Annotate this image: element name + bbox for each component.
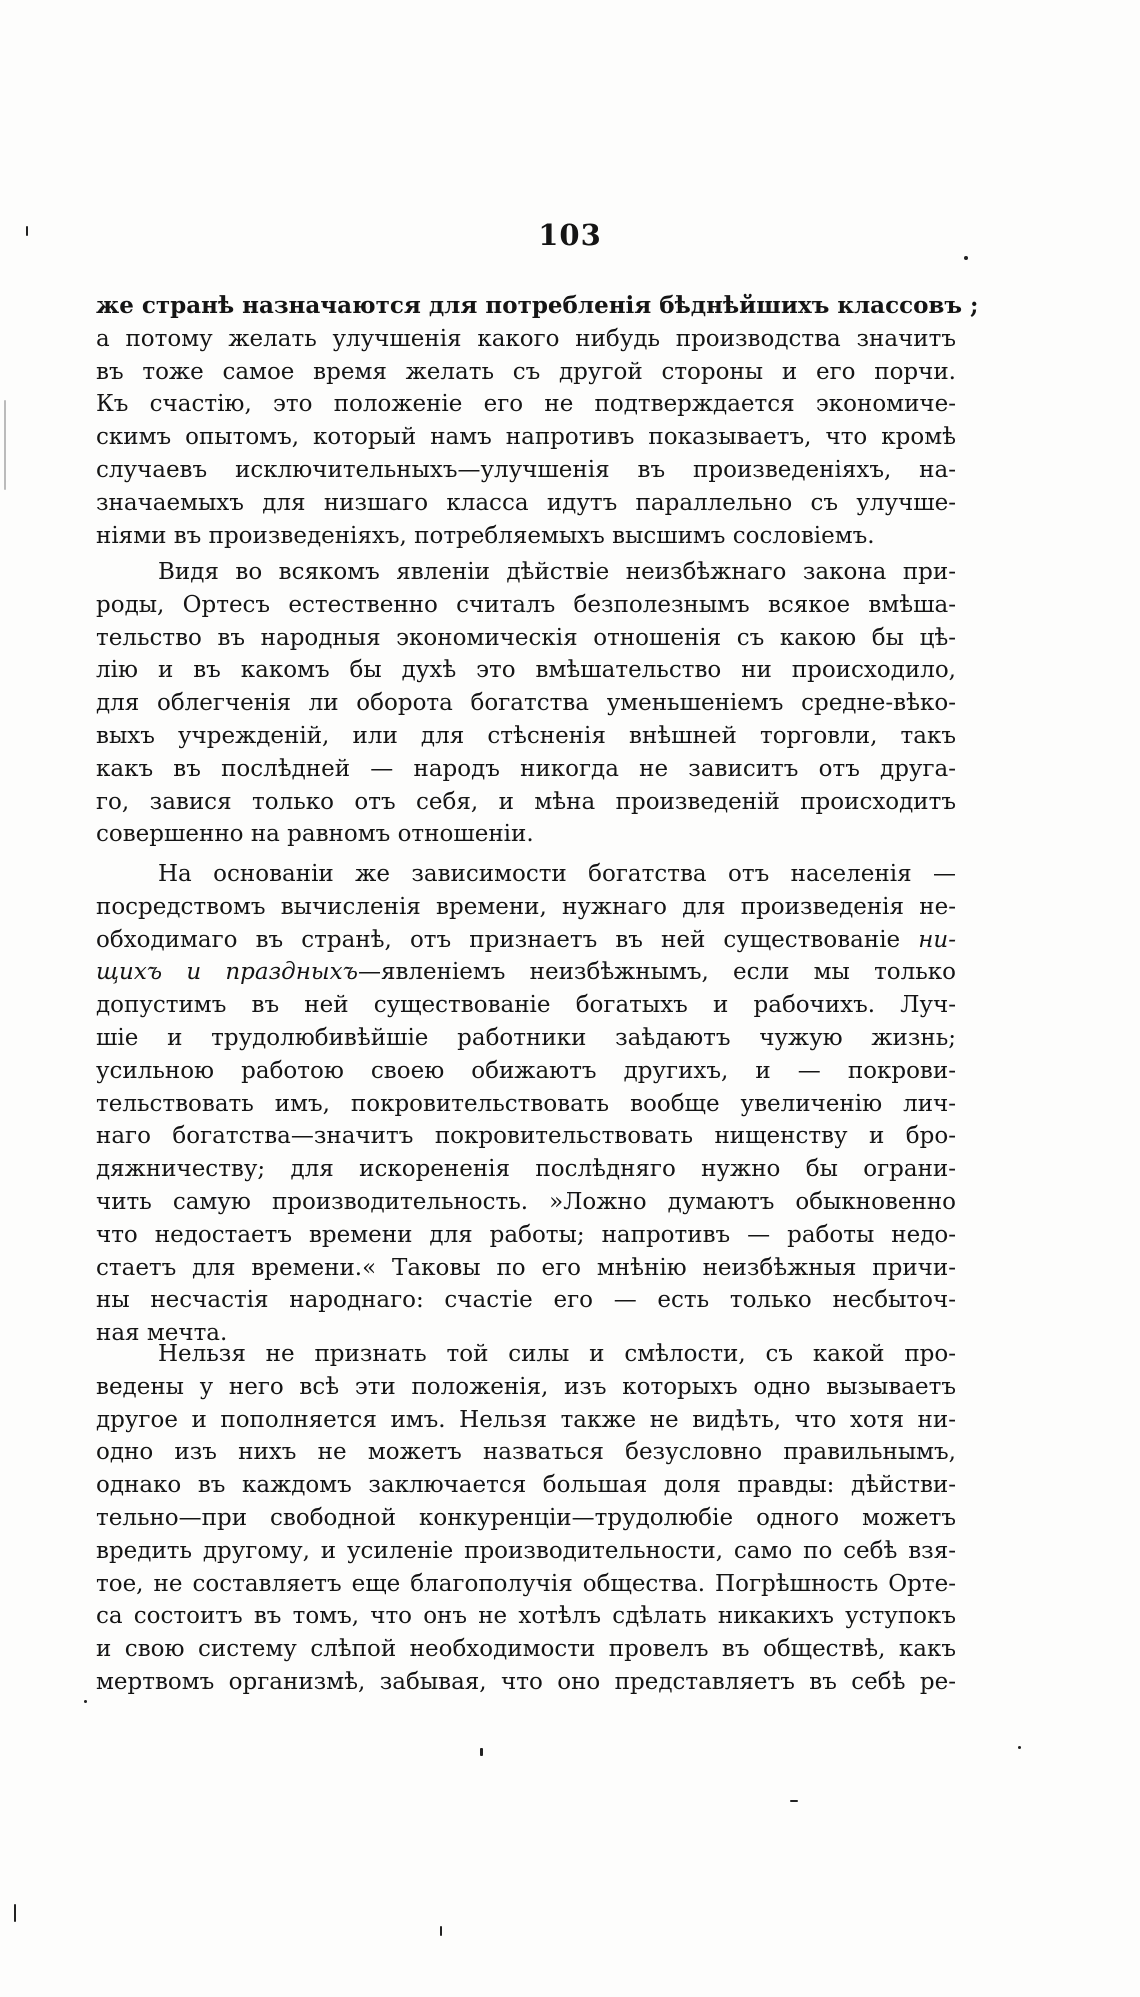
scan-speck — [84, 1700, 87, 1703]
text-line: тельствовать имъ, покровительствовать вообще увеличенію лич- — [96, 1090, 956, 1117]
scan-speck — [964, 256, 968, 260]
text-line — [96, 956, 956, 989]
text-line: го, завися только отъ себя, и мѣна произведеній происходитъ — [96, 788, 956, 815]
text-line: са состоитъ въ томъ, что онъ не хотѣлъ сдѣлать никакихъ уступокъ — [96, 1603, 956, 1630]
text-line: стаетъ для времени.« Таковы по его мнѣнію неизбѣжныя причи- — [96, 1254, 956, 1281]
text-line: Видя во всякомъ явленіи дѣйствіе неизбѣжнаго закона при- — [158, 559, 956, 585]
text-line: тельство въ народныя экономическія отношенія съ какою бы цѣ- — [96, 624, 956, 651]
text-line: и свою систему слѣпой необходимости провелъ въ обществѣ, какъ — [96, 1636, 956, 1663]
text-line: Къ счастію, это положеніе его не подтверждается экономиче- — [96, 391, 956, 418]
text-line: одно изъ нихъ не можетъ назваться безусловно правильнымъ, — [96, 1439, 956, 1466]
text-line: ны несчастія народнаго: счастіе его — есть только несбыточ- — [96, 1287, 956, 1314]
text-line: значаемыхъ для низшаго класса идутъ параллельно съ улучше- — [96, 489, 956, 516]
text-line: мертвомъ организмѣ, забывая, что оно представляетъ въ себѣ ре- — [96, 1668, 956, 1695]
scan-speck — [440, 1926, 442, 1936]
paragraph-4 — [96, 1338, 956, 1699]
text-line: посредствомъ вычисленія времени, нужнаго для произведенія не- — [96, 893, 956, 920]
scan-speck — [4, 400, 6, 490]
scan-speck — [790, 1800, 798, 1802]
text-line: же странѣ назначаются для потребленія бѣднѣйшихъ классовъ ; — [96, 292, 979, 319]
text-line: какъ въ послѣдней — народъ никогда не зависитъ отъ друга- — [96, 755, 956, 782]
text-line: совершенно на равномъ отношеніи. — [96, 821, 534, 848]
italic-term: ни- — [918, 926, 956, 953]
text-line: а потому желать улучшенія какого нибудь производства значитъ — [96, 325, 956, 352]
paragraph-1 — [96, 290, 979, 552]
scan-speck — [14, 1904, 16, 1922]
page-number: 103 — [538, 218, 602, 252]
scan-speck — [1018, 1746, 1021, 1749]
text-line: выхъ учрежденій, или для стѣсненія внѣшней торговли, такъ — [96, 722, 956, 749]
text-line: случаевъ исключительныхъ—улучшенія въ произведеніяхъ, на- — [96, 456, 956, 483]
italic-term: щихъ и праздныхъ — [96, 959, 358, 986]
text-line: тельно—при свободной конкуренціи—трудолюбіе одного можетъ — [96, 1504, 956, 1531]
text-line: тое, не составляетъ еще благополучія общества. Погрѣшность Орте- — [96, 1570, 956, 1597]
text-line: чить самую производительность. »Ложно думаютъ обыкновенно — [96, 1188, 956, 1215]
text-line: скимъ опытомъ, который намъ напротивъ показываетъ, что кромѣ — [96, 424, 956, 451]
text-line: дяжничеству; для искорененія послѣдняго нужно бы ограни- — [96, 1156, 956, 1183]
text-line — [96, 924, 956, 957]
text-line: наго богатства—значитъ покровительствовать нищенству и бро- — [96, 1123, 956, 1150]
scan-speck — [480, 1748, 483, 1756]
text-line-start: обходимаго въ странѣ, отъ признаетъ въ ней существованіе — [96, 926, 901, 953]
text-line: шіе и трудолюбивѣйшіе работники заѣдаютъ чужую жизнь; — [96, 1024, 956, 1051]
text-line: допустимъ въ ней существованіе богатыхъ и рабочихъ. Луч- — [96, 992, 956, 1019]
text-line: ведены у него всѣ эти положенія, изъ которыхъ одно вызываетъ — [96, 1373, 956, 1400]
scan-speck — [26, 226, 28, 236]
text-line: ная мечта. — [96, 1320, 228, 1347]
text-line: другое и пополняется имъ. Нельзя также не видѣть, что хотя ни- — [96, 1406, 956, 1433]
text-line: для облегченія ли оборота богатства уменьшеніемъ средне-вѣко- — [96, 690, 956, 717]
paragraph-2 — [96, 556, 956, 851]
text-line: лію и въ какомъ бы духѣ это вмѣшательство ни происходило, — [96, 657, 956, 684]
text-line: вредить другому, и усиленіе производительности, само по себѣ взя- — [96, 1537, 956, 1564]
text-line-rest: —явленіемъ неизбѣжнымъ, если мы только — [357, 959, 957, 986]
text-line: усильною работою своею обижаютъ другихъ, и — покрови- — [96, 1057, 956, 1084]
text-line: что недостаетъ времени для работы; напротивъ — работы недо- — [96, 1221, 956, 1248]
text-line: въ тоже самое время желать съ другой стороны и его порчи. — [96, 358, 956, 385]
text-line: роды, Ортесъ естественно считалъ безполезнымъ всякое вмѣша- — [96, 591, 956, 618]
text-line: ніями въ произведеніяхъ, потребляемыхъ высшимъ сословіемъ. — [96, 522, 875, 549]
text-line: Нельзя не признать той силы и смѣлости, съ какой про- — [158, 1341, 956, 1367]
text-line: На основаніи же зависимости богатства отъ населенія — — [158, 861, 956, 887]
text-line: однако въ каждомъ заключается большая доля правды: дѣйстви- — [96, 1472, 956, 1499]
paragraph-3 — [96, 858, 956, 1350]
